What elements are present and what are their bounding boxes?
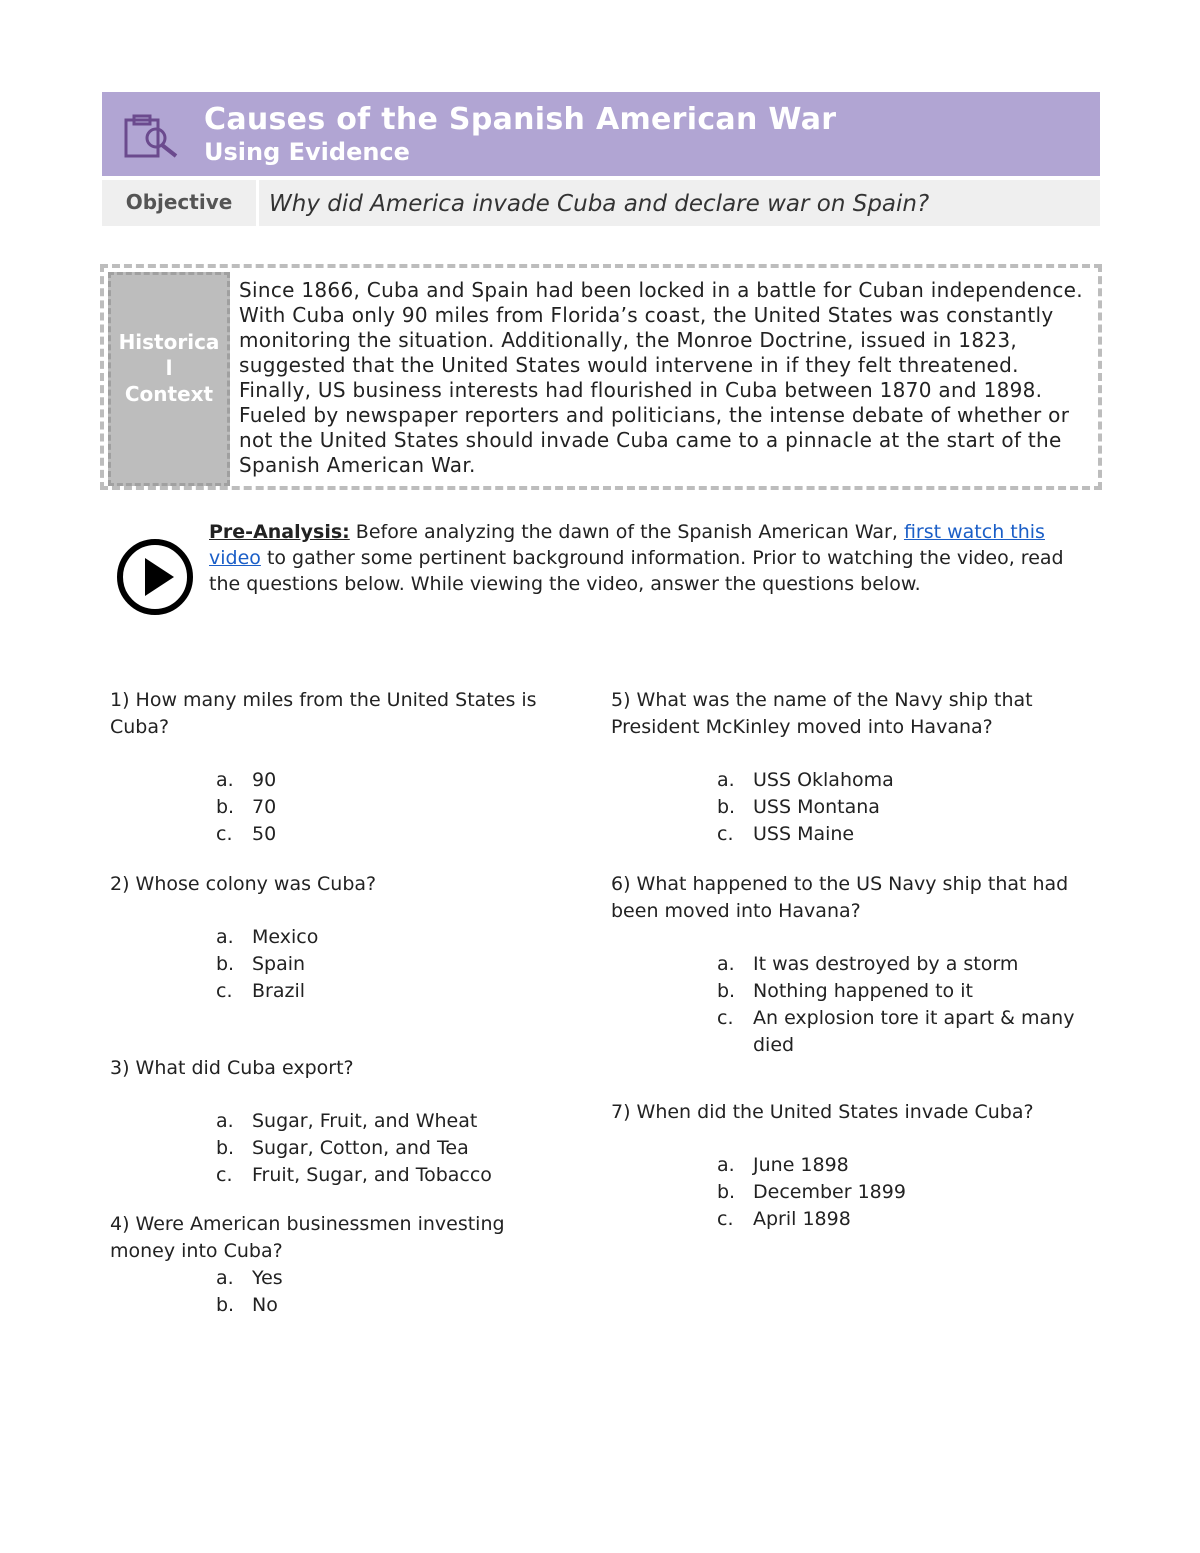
question-7: [611, 1099, 1091, 1233]
option-text: An explosion tore it apart & many died: [753, 1007, 1075, 1056]
option-letter: b.: [717, 796, 736, 818]
question-text: 7) When did the United States invade Cuba?: [611, 1101, 1034, 1123]
answer-option[interactable]: [717, 794, 1061, 821]
question-text: 6) What happened to the US Navy ship that had been moved into Havana?: [611, 873, 1069, 922]
answer-option[interactable]: [216, 978, 570, 1005]
option-letter: c.: [717, 823, 734, 845]
answer-option[interactable]: [717, 951, 1097, 978]
option-letter: a.: [717, 1154, 735, 1176]
answer-option[interactable]: [216, 767, 570, 794]
objective-label-cell: [102, 180, 256, 226]
context-label-line: Historica: [118, 330, 220, 354]
option-text: USS Maine: [753, 823, 855, 845]
option-text: 50: [252, 823, 277, 845]
page-title: Causes of the Spanish American War: [204, 102, 837, 137]
answer-option[interactable]: [216, 951, 570, 978]
option-letter: a.: [216, 769, 234, 791]
objective-question-cell: [259, 180, 1100, 226]
play-icon[interactable]: [116, 538, 194, 616]
clipboard-magnifier-icon: [120, 110, 182, 160]
option-text: Nothing happened to it: [753, 980, 973, 1002]
option-letter: b.: [216, 1294, 235, 1316]
question-text: 3) What did Cuba export?: [110, 1057, 354, 1079]
question-text: 4) Were American businessmen investing money into Cuba?: [110, 1213, 505, 1262]
answer-option[interactable]: [216, 1292, 540, 1319]
option-list: [216, 924, 570, 1005]
option-letter: c.: [216, 823, 233, 845]
option-list: [717, 951, 1097, 1059]
option-text: Brazil: [252, 980, 306, 1002]
objective-label: Objective: [125, 190, 233, 214]
pre-analysis-text: [209, 519, 1099, 597]
option-text: It was destroyed by a storm: [753, 953, 1019, 975]
pre-analysis-text-before: Before analyzing the dawn of the Spanish American War,: [349, 521, 904, 543]
question-3: [110, 1055, 570, 1189]
answer-option[interactable]: [216, 924, 570, 951]
option-text: Mexico: [252, 926, 319, 948]
answer-option[interactable]: [717, 767, 1061, 794]
option-letter: c.: [717, 1208, 734, 1230]
option-list: [717, 767, 1061, 848]
option-letter: a.: [216, 1110, 234, 1132]
question-text: 1) How many miles from the United States is Cuba?: [110, 689, 537, 738]
answer-option[interactable]: [717, 821, 1061, 848]
page-subtitle: Using Evidence: [204, 138, 410, 166]
option-text: USS Oklahoma: [753, 769, 894, 791]
header-banner: [102, 92, 1100, 176]
option-text: Sugar, Fruit, and Wheat: [252, 1110, 478, 1132]
option-text: December 1899: [753, 1181, 906, 1203]
option-letter: c.: [717, 1007, 734, 1029]
question-1: [110, 687, 570, 848]
option-text: 90: [252, 769, 277, 791]
answer-option[interactable]: [216, 1108, 570, 1135]
option-list: [216, 767, 570, 848]
pre-analysis-label: Pre-Analysis:: [209, 521, 350, 543]
option-letter: b.: [717, 1181, 736, 1203]
option-list: [717, 1152, 1091, 1233]
answer-option[interactable]: [216, 1265, 540, 1292]
objective-question: Why did America invade Cuba and declare war on Spain?: [269, 191, 930, 217]
question-text: 2) Whose colony was Cuba?: [110, 873, 377, 895]
video-link[interactable]: first watch this video: [209, 521, 1045, 569]
option-letter: a.: [717, 769, 735, 791]
option-text: No: [252, 1294, 278, 1316]
question-text: 5) What was the name of the Navy ship that President McKinley moved into Havana?: [611, 689, 1033, 738]
answer-option[interactable]: [216, 794, 570, 821]
question-6: [611, 871, 1097, 1059]
pre-analysis-text-after: to gather some pertinent background information. Prior to watching the video, read the questions below. While viewing the video, answer the questions below.: [209, 547, 1064, 595]
option-letter: a.: [216, 1267, 234, 1289]
question-2: [110, 871, 570, 1005]
answer-option[interactable]: [216, 1135, 570, 1162]
context-label-line: Context: [124, 382, 214, 406]
option-text: Yes: [252, 1267, 283, 1289]
answer-option[interactable]: [717, 1152, 1091, 1179]
option-letter: c.: [216, 1164, 233, 1186]
option-letter: c.: [216, 980, 233, 1002]
context-text: Since 1866, Cuba and Spain had been locked in a battle for Cuban independence. With Cuba only 90 miles from Florida’s coast, the United States was constantly monitoring the situation. Additionally, the Monroe Doctrine, issued in 1823, suggested that the United States would intervene in if they felt threatened. Finally, US business interests had flourished in Cuba between 1870 and 1898. Fueled by newspaper reporters and politicians, the intense debate of whether or not the United States should invade Cuba came to a pinnacle at the start of the Spanish American War.: [239, 278, 1083, 477]
option-letter: b.: [216, 953, 235, 975]
option-letter: b.: [216, 796, 235, 818]
answer-option[interactable]: [216, 821, 570, 848]
option-text: April 1898: [753, 1208, 851, 1230]
option-text: Spain: [252, 953, 306, 975]
question-4: [110, 1211, 540, 1319]
answer-option[interactable]: [216, 1162, 570, 1189]
option-text: Sugar, Cotton, and Tea: [252, 1137, 469, 1159]
question-5: [611, 687, 1061, 848]
option-text: USS Montana: [753, 796, 880, 818]
context-label-cell: [108, 272, 230, 486]
answer-option[interactable]: [717, 1005, 1097, 1059]
option-letter: a.: [216, 926, 234, 948]
option-text: 70: [252, 796, 277, 818]
option-letter: b.: [216, 1137, 235, 1159]
option-letter: a.: [717, 953, 735, 975]
context-label-line: l: [165, 356, 173, 380]
context-label: [111, 329, 227, 407]
option-text: Fruit, Sugar, and Tobacco: [252, 1164, 492, 1186]
answer-option[interactable]: [717, 1206, 1091, 1233]
answer-option[interactable]: [717, 1179, 1091, 1206]
option-letter: b.: [717, 980, 736, 1002]
option-list: [216, 1265, 540, 1319]
option-list: [216, 1108, 570, 1189]
answer-option[interactable]: [717, 978, 1097, 1005]
option-text: June 1898: [753, 1154, 849, 1176]
